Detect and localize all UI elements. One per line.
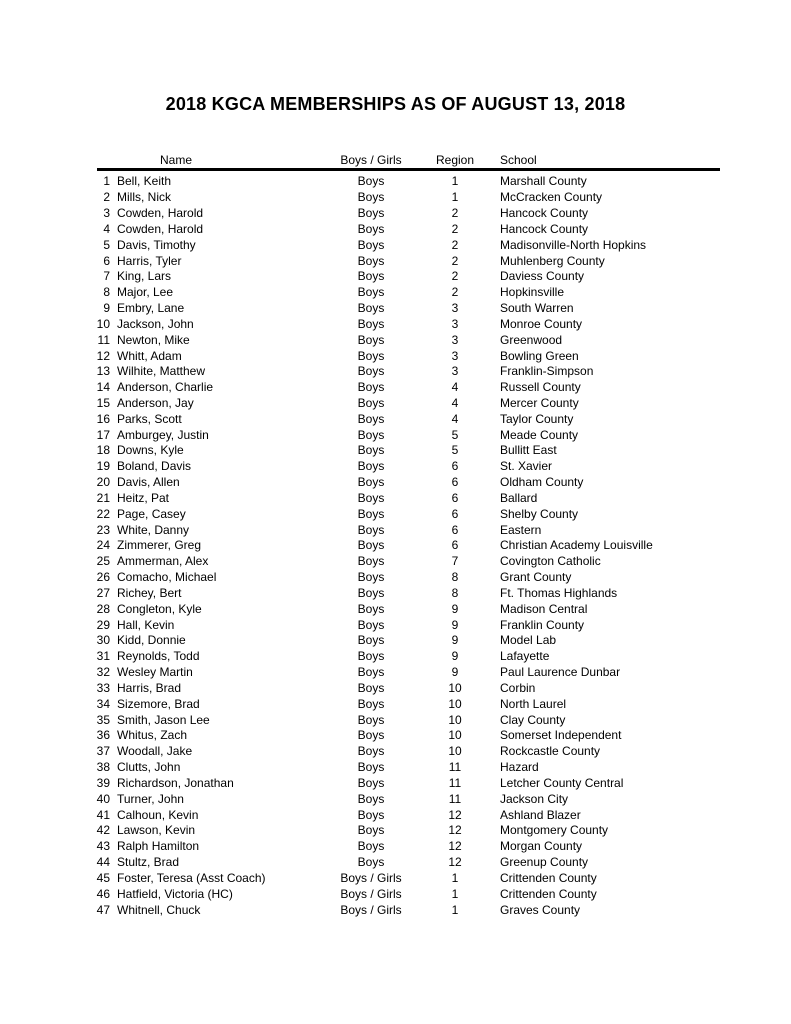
member-name: Boland, Davis: [117, 459, 192, 474]
member-number: 18: [96, 443, 110, 458]
header-school: School: [500, 152, 537, 167]
member-school: Hopkinsville: [500, 285, 565, 300]
table-row: [0, 553, 791, 569]
member-school: Franklin County: [500, 617, 585, 632]
member-name: Major, Lee: [117, 285, 174, 300]
member-region: 3: [451, 364, 459, 379]
member-boys-girls: Boys: [357, 190, 385, 205]
member-boys-girls: Boys: [357, 633, 385, 648]
member-number: 27: [96, 585, 110, 600]
table-row: [0, 205, 791, 221]
member-region: 9: [451, 633, 459, 648]
member-region: 6: [451, 538, 459, 553]
member-boys-girls: Boys: [357, 396, 385, 410]
table-row: [0, 617, 791, 633]
table-header-row: [0, 151, 791, 168]
member-number: 46: [96, 886, 110, 901]
member-school: Covington Catholic: [500, 554, 601, 569]
table-row: [0, 237, 791, 253]
member-number: 12: [96, 348, 110, 363]
member-number: 19: [96, 459, 110, 474]
table-row: [0, 443, 791, 459]
member-region: 6: [451, 490, 459, 505]
member-school: Crittenden County: [500, 870, 597, 885]
table-row: [0, 189, 791, 205]
member-region: 6: [451, 475, 459, 490]
table-row: [0, 174, 791, 190]
member-school: Morgan County: [500, 839, 583, 854]
member-boys-girls: Boys: [357, 696, 385, 711]
member-name: Zimmerer, Greg: [117, 538, 202, 553]
member-region: 11: [448, 791, 462, 806]
member-boys-girls: Boys: [357, 522, 385, 537]
member-region: 10: [448, 744, 462, 759]
member-name: Harris, Brad: [117, 680, 182, 695]
member-name: Sizemore, Brad: [117, 696, 200, 711]
table-row: [0, 902, 791, 918]
member-region: 12: [448, 807, 462, 822]
member-school: Graves County: [500, 902, 581, 917]
member-name: Bell, Keith: [117, 174, 172, 189]
member-number: 41: [96, 807, 110, 822]
member-number: 38: [96, 760, 110, 775]
table-row: [0, 712, 791, 728]
member-region: 6: [451, 522, 459, 537]
member-boys-girls: Boys: [357, 490, 385, 505]
member-school: Letcher County Central: [500, 775, 624, 790]
member-number: 5: [103, 237, 110, 252]
member-region: 12: [448, 839, 462, 854]
member-school: Shelby County: [500, 506, 579, 521]
member-boys-girls: Boys: [357, 301, 385, 316]
member-name: Lawson, Kevin: [117, 823, 196, 838]
table-row: [0, 601, 791, 617]
table-row: [0, 332, 791, 348]
table-row: [0, 284, 791, 300]
member-boys-girls: Boys: [357, 712, 385, 727]
member-region: 9: [451, 649, 459, 664]
member-region: 3: [451, 332, 459, 347]
member-number: 11: [97, 332, 110, 347]
member-school: Greenup County: [500, 855, 589, 870]
member-school: Russell County: [500, 380, 581, 395]
member-boys-girls: Boys: [357, 775, 385, 790]
member-number: 26: [96, 570, 110, 585]
member-name: Whitnell, Chuck: [117, 902, 201, 917]
member-number: 30: [96, 633, 110, 648]
member-name: Page, Casey: [117, 506, 186, 521]
member-region: 4: [451, 380, 459, 395]
member-name: Calhoun, Kevin: [117, 807, 199, 822]
member-region: 2: [451, 221, 459, 236]
member-school: St. Xavier: [500, 459, 553, 474]
member-name: Ralph Hamilton: [117, 839, 200, 854]
member-boys-girls: Boys: [357, 665, 385, 680]
table-row: [0, 427, 791, 443]
table-row: [0, 316, 791, 332]
member-number: 43: [96, 839, 110, 854]
table-row: [0, 854, 791, 870]
member-school: Ballard: [500, 490, 538, 505]
member-name: Anderson, Charlie: [117, 380, 214, 395]
member-number: 36: [96, 728, 110, 743]
member-number: 37: [96, 744, 110, 759]
member-name: Congleton, Kyle: [117, 601, 202, 616]
member-school: Ashland Blazer: [500, 807, 581, 822]
member-region: 3: [451, 316, 459, 331]
member-number: 10: [96, 316, 110, 331]
member-region: 12: [448, 823, 462, 838]
member-name: Turner, John: [117, 791, 184, 806]
member-boys-girls: Boys: [357, 285, 385, 300]
table-row: [0, 870, 791, 886]
member-school: Madison Central: [500, 601, 588, 616]
member-boys-girls: Boys: [357, 649, 385, 664]
header-region: Region: [435, 152, 475, 167]
member-name: Richardson, Jonathan: [117, 775, 234, 790]
table-row: [0, 522, 791, 538]
member-name: Newton, Mike: [117, 332, 190, 347]
table-row: [0, 680, 791, 696]
member-name: Harris, Tyler: [117, 253, 182, 268]
table-row: [0, 838, 791, 854]
member-region: 1: [451, 886, 459, 901]
member-number: 42: [96, 823, 110, 838]
member-school: Hancock County: [500, 206, 589, 221]
table-row: [0, 253, 791, 269]
table-row: [0, 538, 791, 554]
header-boys-girls: Boys / Girls: [340, 152, 402, 167]
member-region: 10: [448, 696, 462, 711]
member-region: 9: [451, 601, 459, 616]
table-row: [0, 585, 791, 601]
member-number: 4: [103, 221, 110, 236]
member-school: Bowling Green: [500, 348, 579, 363]
member-number: 34: [96, 696, 110, 711]
member-number: 16: [96, 411, 110, 426]
member-number: 45: [96, 870, 110, 885]
member-boys-girls: Boys: [357, 506, 385, 521]
member-boys-girls: Boys: [357, 380, 385, 395]
member-school: Corbin: [500, 680, 536, 695]
member-number: 35: [96, 712, 110, 727]
member-region: 1: [451, 190, 459, 205]
member-region: 2: [451, 269, 459, 284]
member-boys-girls: Boys / Girls: [340, 870, 402, 885]
member-number: 7: [103, 269, 110, 284]
member-name: Foster, Teresa (Asst Coach): [117, 870, 266, 885]
member-name: Smith, Jason Lee: [117, 712, 210, 727]
member-number: 31: [96, 649, 110, 664]
member-number: 6: [103, 253, 110, 268]
member-number: 23: [96, 522, 110, 537]
member-school: Greenwood: [500, 332, 563, 347]
table-row: [0, 886, 791, 902]
member-name: Kidd, Donnie: [117, 633, 186, 648]
table-row: [0, 395, 791, 411]
table-row: [0, 791, 791, 807]
member-school: Franklin-Simpson: [500, 364, 594, 379]
table-row: [0, 664, 791, 680]
header-rule: [97, 168, 720, 171]
header-name: Name: [160, 152, 193, 167]
table-row: [0, 221, 791, 237]
table-row: [0, 458, 791, 474]
member-boys-girls: Boys: [357, 348, 385, 363]
member-school: McCracken County: [500, 190, 603, 205]
table-row: [0, 696, 791, 712]
member-region: 8: [451, 570, 459, 585]
member-boys-girls: Boys: [357, 855, 385, 870]
member-school: Paul Laurence Dunbar: [500, 665, 621, 680]
table-body: [0, 174, 791, 918]
member-region: 4: [451, 396, 459, 410]
member-name: Whitus, Zach: [117, 728, 188, 743]
member-school: Hancock County: [500, 221, 589, 236]
member-number: 40: [96, 791, 110, 806]
member-school: Rockcastle County: [500, 744, 601, 759]
member-region: 11: [448, 775, 462, 790]
table-row: [0, 807, 791, 823]
member-boys-girls: Boys: [357, 617, 385, 632]
member-boys-girls: Boys: [357, 601, 385, 616]
member-boys-girls: Boys: [357, 585, 385, 600]
member-number: 1: [103, 174, 110, 189]
member-boys-girls: Boys: [357, 791, 385, 806]
member-name: Anderson, Jay: [117, 396, 194, 410]
member-boys-girls: Boys: [357, 760, 385, 775]
member-name: Embry, Lane: [117, 301, 185, 316]
member-name: Davis, Timothy: [117, 237, 196, 252]
member-boys-girls: Boys: [357, 427, 385, 442]
member-boys-girls: Boys: [357, 269, 385, 284]
member-region: 11: [448, 760, 462, 775]
member-school: Oldham County: [500, 475, 584, 490]
member-school: South Warren: [500, 301, 574, 316]
member-number: 25: [96, 554, 110, 569]
table-row: [0, 348, 791, 364]
member-school: Montgomery County: [500, 823, 609, 838]
table-row: [0, 633, 791, 649]
member-region: 5: [451, 443, 459, 458]
member-number: 15: [96, 396, 110, 410]
member-boys-girls: Boys: [357, 459, 385, 474]
table-row: [0, 569, 791, 585]
member-region: 5: [451, 427, 459, 442]
member-number: 21: [96, 490, 110, 505]
member-name: Cowden, Harold: [117, 221, 204, 236]
member-number: 24: [96, 538, 110, 553]
member-number: 47: [96, 902, 110, 917]
member-name: Comacho, Michael: [117, 570, 217, 585]
member-school: Lafayette: [500, 649, 550, 664]
member-region: 6: [451, 459, 459, 474]
member-school: Grant County: [500, 570, 572, 585]
member-school: Ft. Thomas Highlands: [500, 585, 618, 600]
membership-table: [0, 151, 791, 917]
member-boys-girls: Boys: [357, 807, 385, 822]
member-region: 3: [451, 301, 459, 316]
member-region: 3: [451, 348, 459, 363]
member-school: Madisonville-North Hopkins: [500, 237, 647, 252]
table-row: [0, 822, 791, 838]
member-region: 12: [448, 855, 462, 870]
member-name: Davis, Allen: [117, 475, 180, 490]
member-number: 20: [96, 475, 110, 490]
table-row: [0, 474, 791, 490]
member-boys-girls: Boys: [357, 554, 385, 569]
member-name: Parks, Scott: [117, 411, 182, 426]
member-number: 8: [103, 285, 110, 300]
table-row: [0, 379, 791, 395]
member-number: 14: [96, 380, 110, 395]
member-boys-girls: Boys: [357, 823, 385, 838]
member-name: Reynolds, Todd: [117, 649, 200, 664]
member-boys-girls: Boys: [357, 475, 385, 490]
member-name: Richey, Bert: [117, 585, 182, 600]
member-name: Downs, Kyle: [117, 443, 184, 458]
member-region: 9: [451, 617, 459, 632]
member-boys-girls: Boys / Girls: [340, 902, 402, 917]
member-region: 2: [451, 237, 459, 252]
member-region: 1: [451, 174, 459, 189]
member-region: 8: [451, 585, 459, 600]
member-number: 17: [96, 427, 110, 442]
member-region: 10: [448, 712, 462, 727]
member-number: 39: [96, 775, 110, 790]
member-number: 9: [103, 301, 110, 316]
member-boys-girls: Boys: [357, 316, 385, 331]
member-boys-girls: Boys: [357, 221, 385, 236]
table-row: [0, 743, 791, 759]
member-name: Whitt, Adam: [117, 348, 182, 363]
member-school: Crittenden County: [500, 886, 597, 901]
member-school: Bullitt East: [500, 443, 557, 458]
member-school: Christian Academy Louisville: [500, 538, 653, 553]
member-boys-girls: Boys: [357, 680, 385, 695]
table-row: [0, 300, 791, 316]
member-school: Mercer County: [500, 396, 579, 410]
member-name: Wilhite, Matthew: [117, 364, 206, 379]
member-region: 7: [451, 554, 459, 569]
member-number: 13: [96, 364, 110, 379]
table-row: [0, 268, 791, 284]
member-number: 22: [96, 506, 110, 521]
member-name: Ammerman, Alex: [117, 554, 209, 569]
member-boys-girls: Boys: [357, 364, 385, 379]
member-school: Somerset Independent: [500, 728, 622, 743]
table-row: [0, 727, 791, 743]
member-school: Meade County: [500, 427, 579, 442]
table-row: [0, 648, 791, 664]
member-name: Jackson, John: [117, 316, 194, 331]
table-row: [0, 506, 791, 522]
member-name: Hall, Kevin: [117, 617, 175, 632]
member-school: Monroe County: [500, 316, 583, 331]
member-boys-girls: Boys: [357, 839, 385, 854]
document-title: 2018 KGCA MEMBERSHIPS AS OF AUGUST 13, 2018: [165, 94, 626, 114]
member-name: Amburgey, Justin: [117, 427, 209, 442]
member-boys-girls: Boys: [357, 237, 385, 252]
member-boys-girls: Boys: [357, 728, 385, 743]
member-boys-girls: Boys: [357, 411, 385, 426]
member-boys-girls: Boys: [357, 538, 385, 553]
member-name: Hatfield, Victoria (HC): [117, 886, 233, 901]
member-school: Marshall County: [500, 174, 587, 189]
member-region: 10: [448, 728, 462, 743]
table-row: [0, 363, 791, 379]
member-boys-girls: Boys: [357, 332, 385, 347]
member-name: Wesley Martin: [117, 665, 193, 680]
member-name: Cowden, Harold: [117, 206, 204, 221]
member-school: Model Lab: [500, 633, 557, 648]
member-region: 9: [451, 665, 459, 680]
member-school: Eastern: [500, 522, 542, 537]
member-boys-girls: Boys: [357, 570, 385, 585]
member-region: 2: [451, 285, 459, 300]
member-region: 10: [448, 680, 462, 695]
member-name: Clutts, John: [117, 760, 181, 775]
member-region: 2: [451, 253, 459, 268]
member-name: White, Danny: [117, 522, 190, 537]
member-name: Mills, Nick: [117, 190, 171, 205]
member-number: 44: [96, 855, 110, 870]
member-region: 2: [451, 206, 459, 221]
member-number: 29: [96, 617, 110, 632]
member-number: 28: [96, 601, 110, 616]
member-number: 3: [103, 206, 110, 221]
member-boys-girls: Boys: [357, 443, 385, 458]
member-boys-girls: Boys: [357, 744, 385, 759]
member-name: Woodall, Jake: [117, 744, 193, 759]
table-row: [0, 759, 791, 775]
member-region: 1: [451, 902, 459, 917]
member-boys-girls: Boys: [357, 253, 385, 268]
member-boys-girls: Boys: [357, 174, 385, 189]
member-school: Taylor County: [500, 411, 574, 426]
member-school: Hazard: [500, 760, 539, 775]
member-region: 1: [451, 870, 459, 885]
table-row: [0, 490, 791, 506]
member-school: Muhlenberg County: [500, 253, 605, 268]
member-number: 32: [96, 665, 110, 680]
member-name: King, Lars: [117, 269, 172, 284]
member-number: 33: [96, 680, 110, 695]
member-school: Clay County: [500, 712, 566, 727]
member-school: North Laurel: [500, 696, 567, 711]
member-boys-girls: Boys / Girls: [340, 886, 402, 901]
member-region: 6: [451, 506, 459, 521]
member-number: 2: [103, 190, 110, 205]
member-name: Stultz, Brad: [117, 855, 180, 870]
member-boys-girls: Boys: [357, 206, 385, 221]
table-row: [0, 775, 791, 791]
member-school: Daviess County: [500, 269, 585, 284]
table-row: [0, 411, 791, 427]
member-region: 4: [451, 411, 459, 426]
member-name: Heitz, Pat: [117, 490, 170, 505]
member-school: Jackson City: [500, 791, 569, 806]
